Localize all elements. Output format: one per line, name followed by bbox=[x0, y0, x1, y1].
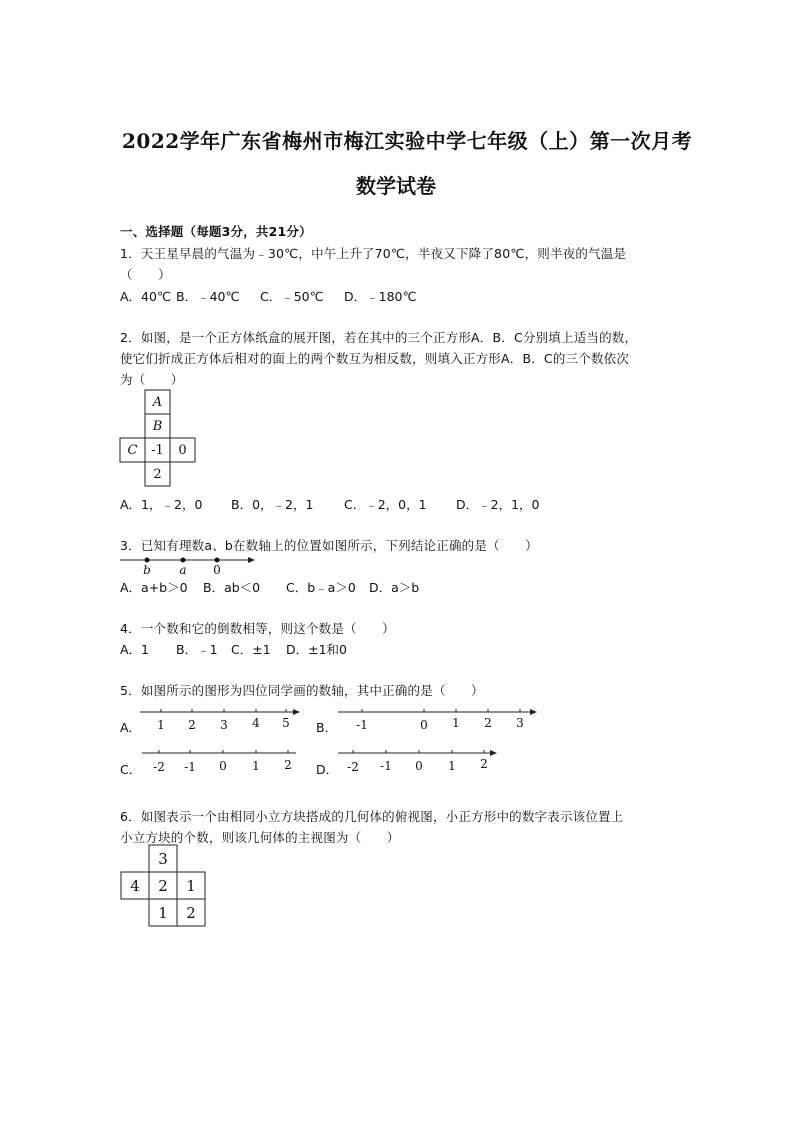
q3-option-b: B．ab＜0 bbox=[203, 580, 261, 595]
page-subtitle: 数学试卷 bbox=[356, 174, 436, 198]
q1-option-a: A．40℃ bbox=[120, 289, 171, 304]
point-b bbox=[145, 558, 150, 563]
q6-stem-line2: 小立方块的个数，则该几何体的主视图为（ ） bbox=[120, 830, 400, 845]
q5-axis-a bbox=[138, 702, 308, 734]
q3-number-line bbox=[118, 552, 258, 578]
point-a bbox=[181, 558, 186, 563]
net-label-b: B bbox=[152, 419, 163, 434]
q5-option-d-letter: D． bbox=[316, 762, 339, 777]
grid-number: 1 bbox=[186, 877, 196, 895]
tick-label: 0 bbox=[219, 759, 227, 773]
net-label-neg1: -1 bbox=[151, 443, 164, 458]
grid-number: 1 bbox=[158, 904, 168, 922]
q1-option-d: D．﹣180℃ bbox=[344, 289, 417, 304]
tick-label: -2 bbox=[153, 760, 165, 774]
tick-label: 5 bbox=[282, 716, 290, 730]
q1-options bbox=[120, 287, 417, 305]
q6-stem-line1: 6．如图表示一个由相同小立方块搭成的几何体的俯视图，小正方形中的数字表示该位置上 bbox=[120, 809, 624, 824]
q3-option-c: C．b﹣a＞0 bbox=[286, 580, 356, 595]
q2-stem-line3: 为（ ） bbox=[120, 372, 184, 387]
q3-option-d: D．a＞b bbox=[369, 580, 420, 595]
grid-number: 2 bbox=[158, 877, 168, 895]
tick-label: 2 bbox=[284, 758, 292, 772]
q4-option-d: D．±1和0 bbox=[286, 642, 348, 657]
q2-option-b: B．0，﹣2，1 bbox=[231, 497, 314, 512]
tick-label: 1 bbox=[448, 759, 456, 773]
grid-number: 4 bbox=[130, 877, 140, 895]
tick-label: 4 bbox=[252, 716, 260, 730]
net-label-c: C bbox=[127, 443, 138, 458]
q2-option-c: C．﹣2，0，1 bbox=[344, 497, 427, 512]
net-label-2: 2 bbox=[153, 467, 162, 482]
tick-label: 3 bbox=[516, 716, 524, 730]
q2-stem-line1: 2．如图，是一个正方体纸盒的展开图，若在其中的三个正方形A．B．C分别填上适当的数， bbox=[120, 330, 638, 345]
q1-option-c: C．﹣50℃ bbox=[260, 289, 324, 304]
tick-label: 1 bbox=[157, 718, 165, 732]
q1-stem-line1: 1．天王星早晨的气温为﹣30℃，中午上升了70℃，半夜又下降了80℃，则半夜的气温是 bbox=[120, 246, 627, 261]
q5-stem: 5．如图所示的图形为四位同学画的数轴，其中正确的是（ ） bbox=[120, 683, 484, 698]
label-a: a bbox=[179, 563, 187, 577]
q5-option-a-letter: A． bbox=[120, 720, 142, 735]
tick-label: 3 bbox=[220, 718, 228, 732]
grid-number: 3 bbox=[158, 850, 168, 868]
q1-stem-line2: （ ） bbox=[120, 267, 171, 282]
q3-stem: 3．已知有理数a、b在数轴上的位置如图所示，下列结论正确的是（ ） bbox=[120, 538, 538, 553]
q5-axis-c bbox=[138, 743, 308, 775]
q2-option-d: D．﹣2，1，0 bbox=[456, 497, 540, 512]
grid-number: 2 bbox=[186, 904, 196, 922]
q4-options bbox=[120, 640, 347, 658]
q2-option-a: A．1，﹣2，0 bbox=[120, 497, 203, 512]
tick-label: 1 bbox=[252, 759, 260, 773]
tick-label: 2 bbox=[480, 757, 488, 771]
tick-label: -1 bbox=[184, 760, 196, 774]
tick-label: 0 bbox=[415, 759, 423, 773]
tick-label: -2 bbox=[347, 760, 359, 774]
q5-option-c-letter: C． bbox=[120, 762, 142, 777]
tick-label: 1 bbox=[452, 716, 460, 730]
tick-label: -1 bbox=[380, 759, 392, 773]
q1-option-b: B．﹣40℃ bbox=[176, 289, 240, 304]
q4-option-b: B．﹣1 bbox=[176, 642, 218, 657]
label-b: b bbox=[143, 563, 151, 577]
section-heading: 一、选择题（每题3分，共21分） bbox=[120, 224, 312, 239]
q5-axis-b bbox=[336, 702, 546, 734]
tick-label: 2 bbox=[188, 718, 196, 732]
q5-option-b-letter: B． bbox=[316, 720, 338, 735]
label-zero: 0 bbox=[213, 563, 221, 577]
q3-option-a: A．a+b＞0 bbox=[120, 580, 188, 595]
point-zero bbox=[215, 558, 220, 563]
top-view-grid bbox=[118, 844, 210, 930]
net-label-a: A bbox=[152, 395, 163, 410]
q4-stem: 4．一个数和它的倒数相等，则这个数是（ ） bbox=[120, 621, 395, 636]
q4-option-a: A．1 bbox=[120, 642, 150, 657]
q2-stem-line2: 使它们折成正方体后相对的面上的两个数互为相反数，则填入正方形A．B．C的三个数依次 bbox=[120, 351, 630, 366]
net-label-0: 0 bbox=[178, 443, 187, 458]
cube-net-figure bbox=[118, 389, 198, 489]
q2-options bbox=[120, 495, 539, 513]
tick-label: 2 bbox=[484, 716, 492, 730]
q3-options bbox=[120, 578, 419, 596]
q4-option-c: C．±1 bbox=[231, 642, 271, 657]
tick-label: 0 bbox=[420, 718, 428, 732]
page-title: 2022学年广东省梅州市梅江实验中学七年级（上）第一次月考 bbox=[122, 129, 693, 153]
q5-axis-d bbox=[334, 743, 504, 775]
tick-label: -1 bbox=[356, 718, 368, 732]
